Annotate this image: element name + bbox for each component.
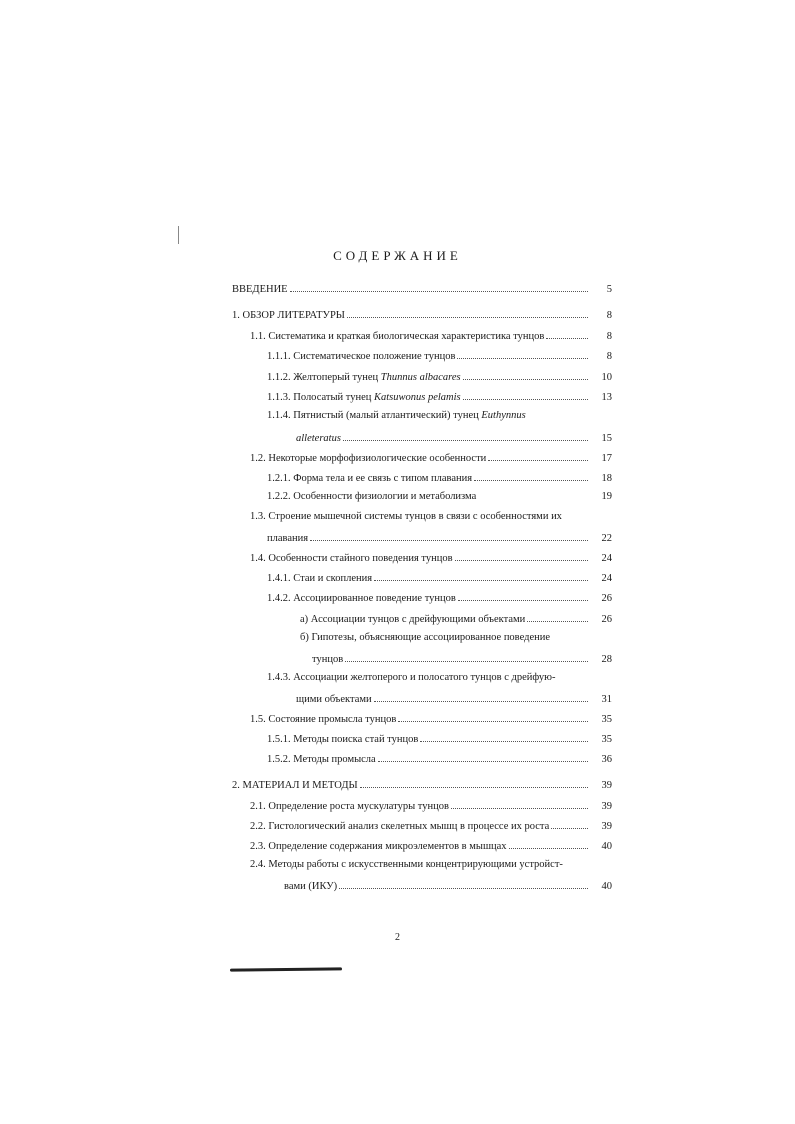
toc-entry-2-1[interactable]: 2.1. Определение роста мускулатуры тунцов 39: [250, 798, 612, 814]
toc-entry-1-4-1[interactable]: 1.4.1. Стаи и скопления 24: [267, 570, 612, 586]
toc-entry-2-3[interactable]: 2.3. Определение содержания микроэлементов в мышцах 40: [250, 838, 612, 854]
toc-entry-1-4[interactable]: 1.4. Особенности стайного поведения тунцов 24: [250, 550, 612, 566]
toc-entry-1-5[interactable]: 1.5. Состояние промысла тунцов 35: [250, 711, 612, 727]
toc-entry-1-4-2-b[interactable]: тунцов 28: [312, 651, 612, 667]
toc-entry-1-5-1[interactable]: 1.5.1. Методы поиска стай тунцов 35: [267, 731, 612, 747]
toc-entry-intro[interactable]: ВВЕДЕНИЕ 5: [232, 281, 612, 297]
toc-entry-1-4-3[interactable]: щими объектами 31: [296, 691, 612, 707]
toc-entry-1-1-2[interactable]: 1.1.2. Желтоперый тунец Thunnus albacares 10: [267, 369, 612, 385]
toc-entry-1-5-2[interactable]: 1.5.2. Методы промысла 36: [267, 751, 612, 767]
toc-entry-1-4-2-b-line1[interactable]: б) Гипотезы, объясняющие ассоциированное поведение: [300, 632, 551, 643]
toc-entry-1-4-2-a[interactable]: а) Ассоциации тунцов с дрейфующими объектами 26: [300, 611, 612, 627]
page-title: СОДЕРЖАНИЕ: [333, 248, 462, 263]
page-number: 2: [395, 932, 400, 943]
toc-entry-1-1-1[interactable]: 1.1.1. Систематическое положение тунцов 8: [267, 348, 612, 364]
toc-entry-1-1-4[interactable]: alleteratus 15: [296, 430, 612, 446]
toc-entry-1-1-3[interactable]: 1.1.3. Полосатый тунец Katsuwonus pelamis 13: [267, 389, 612, 405]
toc-entry-1-3[interactable]: плавания 22: [267, 530, 612, 546]
toc-entry-1-1-4-line1[interactable]: 1.1.4. Пятнистый (малый атлантический) тунец Euthynnus: [267, 410, 526, 421]
toc-entry-1-4-2[interactable]: 1.4.2. Ассоциированное поведение тунцов 26: [267, 590, 612, 606]
toc-entry-1-3-line1[interactable]: 1.3. Строение мышечной системы тунцов в связи с особенностями их: [250, 511, 562, 522]
toc-entry-2-4[interactable]: вами (ИКУ) 40: [284, 878, 612, 894]
toc-entry-1-2[interactable]: 1.2. Некоторые морфофизиологические особенности 17: [250, 450, 612, 466]
toc-entry-ch1[interactable]: 1. ОБЗОР ЛИТЕРАТУРЫ 8: [232, 307, 612, 323]
toc-entry-1-4-3-line1[interactable]: 1.4.3. Ассоциации желтоперого и полосатого тунцов с дрейфую-: [267, 672, 556, 683]
toc-entry-2-2[interactable]: 2.2. Гистологический анализ скелетных мышц в процессе их роста 39: [250, 818, 612, 834]
toc-entry-1-2-1[interactable]: 1.2.1. Форма тела и ее связь с типом плавания 18: [267, 470, 612, 486]
toc-entry-1-2-2[interactable]: 1.2.2. Особенности физиологии и метаболизма 19: [267, 491, 612, 502]
toc-entry-ch2[interactable]: 2. МАТЕРИАЛ И МЕТОДЫ 39: [232, 777, 612, 793]
toc-entry-2-4-line1[interactable]: 2.4. Методы работы с искусственными концентрирующими устройст-: [250, 859, 563, 870]
toc-entry-1-1[interactable]: 1.1. Систематика и краткая биологическая характеристика тунцов 8: [250, 328, 612, 344]
